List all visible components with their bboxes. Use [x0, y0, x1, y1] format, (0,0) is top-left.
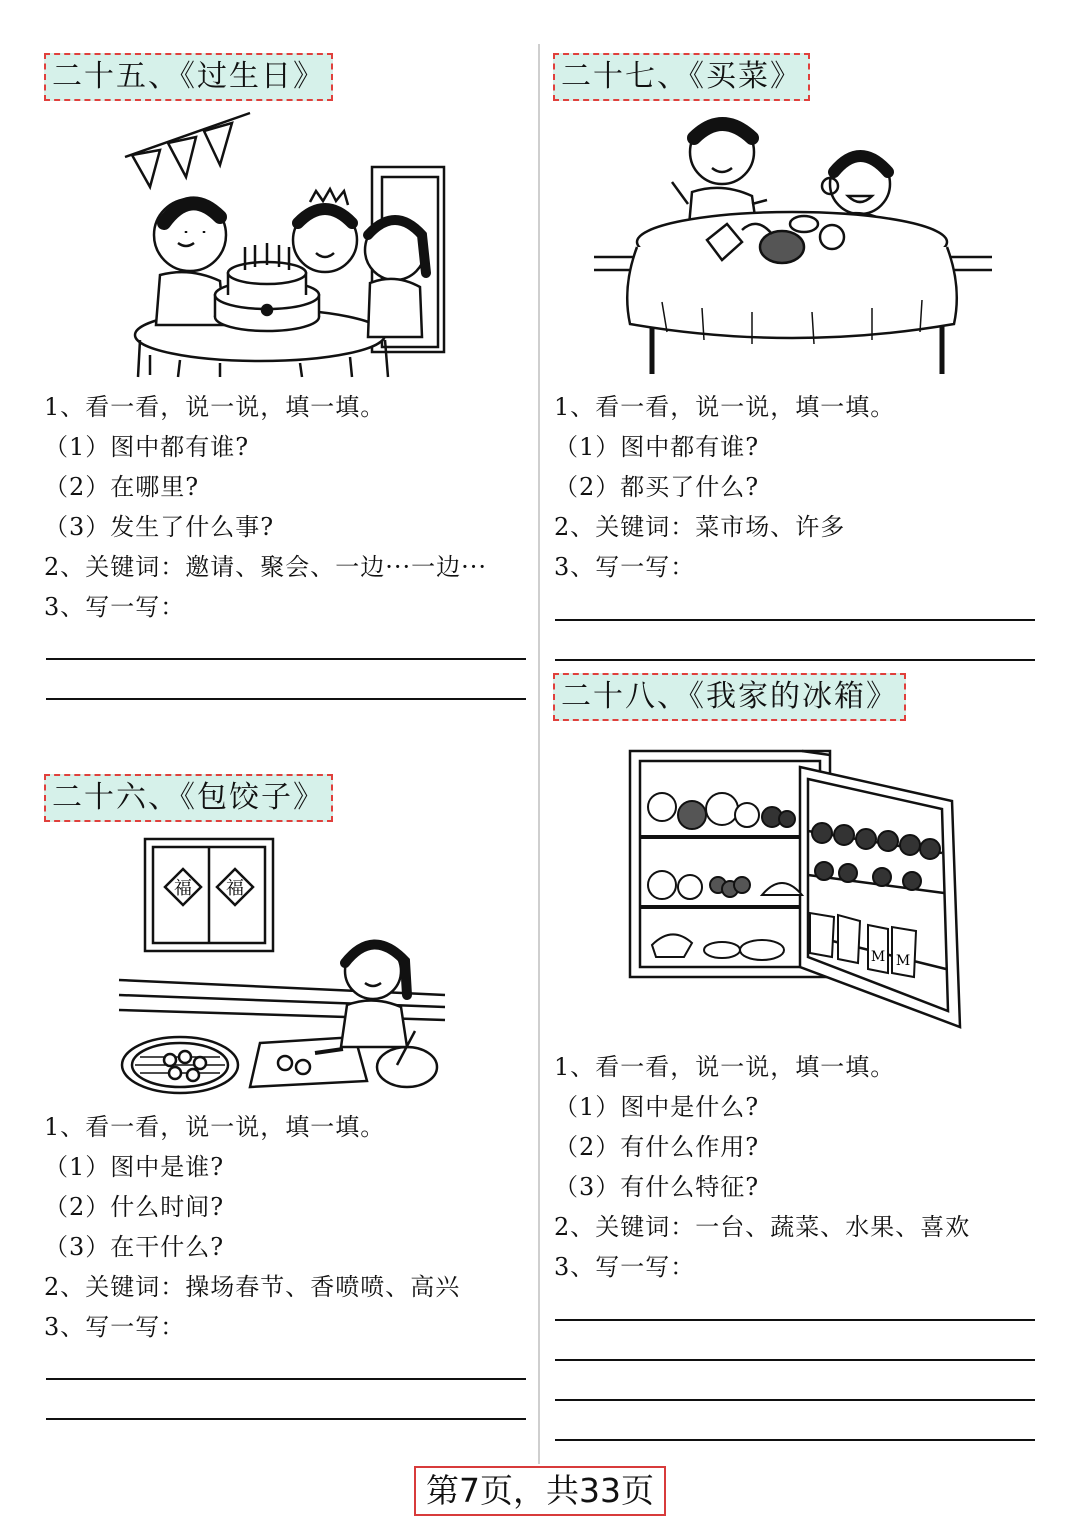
questions-25 [44, 387, 487, 627]
writing-line [46, 658, 526, 660]
fridge-illustration [622, 745, 967, 1035]
dumplings-illustration [115, 835, 460, 1105]
buying-vegetables-illustration [592, 112, 997, 382]
writing-line [555, 659, 1035, 661]
questions-27 [554, 387, 895, 587]
keywords-line: 2、关键词：一台、蔬菜、水果、喜欢 [554, 1213, 971, 1241]
prompt-intro: 1、看一看，说一说，填一填。 [554, 393, 896, 421]
write-prompt: 3、写一写： [554, 553, 696, 581]
question-item: （2）在哪里? [44, 473, 200, 501]
question-item: （3）在干什么? [44, 1233, 225, 1261]
questions-26 [44, 1107, 460, 1347]
milk-carton-label-left: M [870, 949, 886, 965]
writing-line [555, 1439, 1035, 1441]
keywords-line: 2、关键词：菜市场、许多 [554, 513, 846, 541]
write-prompt: 3、写一写： [44, 1313, 186, 1341]
column-divider [538, 44, 540, 1464]
writing-line [555, 1399, 1035, 1401]
question-item: （1）图中是谁? [44, 1153, 225, 1181]
prompt-intro: 1、看一看，说一说，填一填。 [44, 393, 386, 421]
question-item: （2）什么时间? [44, 1193, 225, 1221]
writing-line [555, 1359, 1035, 1361]
question-item: （1）图中是什么? [554, 1093, 760, 1121]
writing-line [555, 619, 1035, 621]
writing-line [46, 1418, 526, 1420]
questions-28 [554, 1047, 970, 1287]
section-title-26: 二十六、《包饺子》 [44, 774, 333, 822]
prompt-intro: 1、看一看，说一说，填一填。 [44, 1113, 386, 1141]
fu-character-left: 福 [174, 878, 192, 899]
question-item: （3）有什么特征? [554, 1173, 760, 1201]
writing-line [46, 1378, 526, 1380]
section-title-28: 二十八、《我家的冰箱》 [553, 673, 906, 721]
question-item: （1）图中都有谁? [44, 433, 250, 461]
section-title-25: 二十五、《过生日》 [44, 53, 333, 101]
fu-character-right: 福 [226, 878, 244, 899]
write-prompt: 3、写一写： [44, 593, 186, 621]
keywords-line: 2、关键词：操场春节、香喷喷、高兴 [44, 1273, 461, 1301]
question-item: （2）都买了什么? [554, 473, 760, 501]
birthday-illustration [120, 105, 450, 380]
section-title-27: 二十七、《买菜》 [553, 53, 810, 101]
keywords-line: 2、关键词：邀请、聚会、一边···一边··· [44, 553, 488, 581]
write-prompt: 3、写一写： [554, 1253, 696, 1281]
question-item: （2）有什么作用? [554, 1133, 760, 1161]
page-number-footer: 第7页，共33页 [414, 1466, 666, 1516]
prompt-intro: 1、看一看，说一说，填一填。 [554, 1053, 896, 1081]
writing-line [555, 1319, 1035, 1321]
question-item: （3）发生了什么事? [44, 513, 275, 541]
milk-carton-label-right: M [895, 953, 911, 969]
writing-line [46, 698, 526, 700]
question-item: （1）图中都有谁? [554, 433, 760, 461]
